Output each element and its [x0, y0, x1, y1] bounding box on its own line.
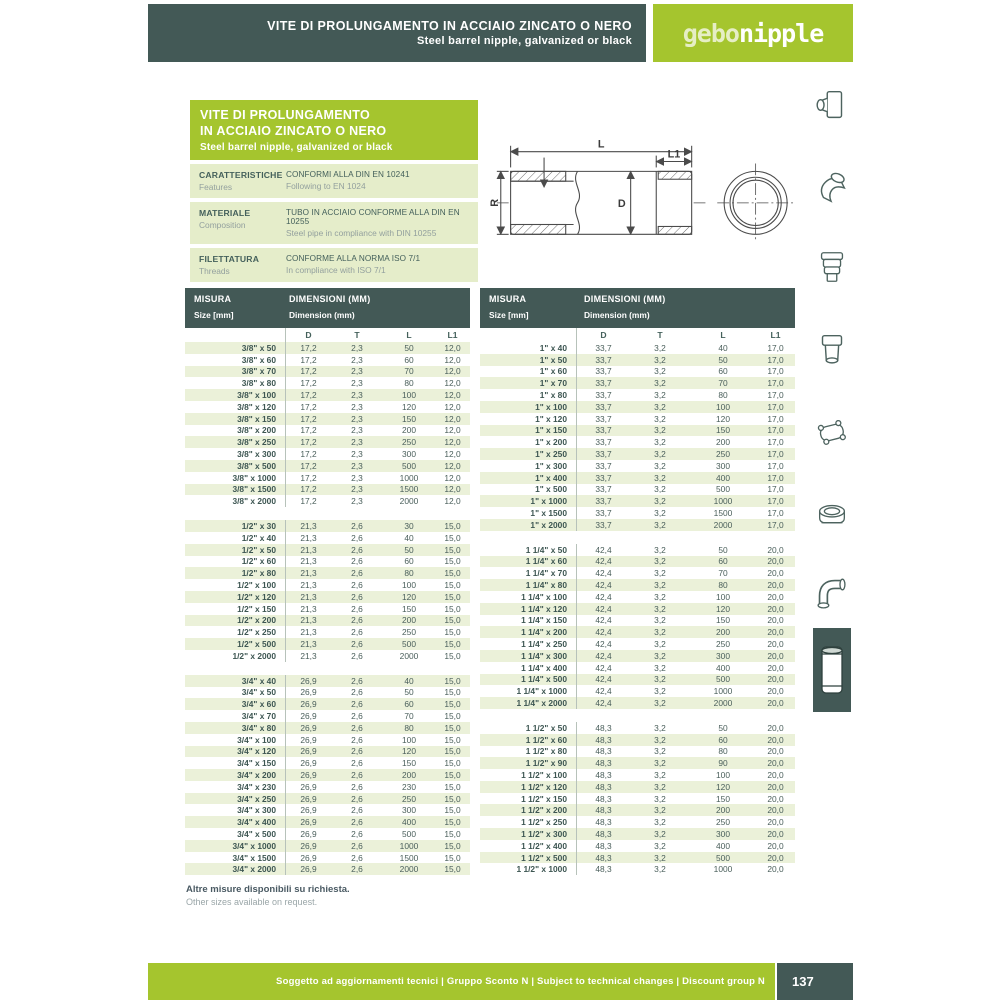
table-row: 3/4" x 1000 26,9 2,6 1000 15,0	[185, 840, 470, 852]
features-value-en: Following to EN 1024	[286, 181, 366, 192]
table-row: 3/8" x 1500 17,2 2,3 1500 12,0	[185, 484, 470, 496]
table-row: 1 1/4" x 200 42,4 3,2 200 20,0	[480, 626, 795, 638]
table-row: 3/8" x 300 17,2 2,3 300 12,0	[237, 449, 461, 460]
table-header-right	[480, 288, 795, 328]
table-row: 1 1/4" x 500 42,4 3,2 500 20,0	[480, 674, 795, 686]
threads-label-it: FILETTATURA	[199, 254, 260, 265]
table-row: 3/8" x 70 17,2 2,3 70 12,0	[185, 366, 470, 378]
dim-label-D: D	[617, 197, 626, 210]
table-row: 1 1/2" x 100 48,3 3,2 100 20,0	[521, 769, 784, 780]
threads-row	[190, 248, 478, 282]
table-row: 3/4" x 200 26,9 2,6 200 15,0	[185, 769, 470, 781]
table-row: 1/2" x 120 21,3 2,6 120 15,0	[185, 591, 470, 603]
table-row: 1/2" x 30 21,3 2,6 30 15,0	[185, 520, 470, 532]
size-header: Size [mm]	[489, 310, 529, 320]
table-row: 3/8" x 80 17,2 2,3 80 12,0	[241, 378, 461, 389]
table-row: 3/4" x 1500 26,9 2,6 1500 15,0	[232, 852, 461, 863]
repair-clamp-icon	[813, 414, 851, 452]
table-row: 1 1/2" x 400 48,3 3,2 400 20,0	[521, 840, 784, 851]
brand-logo-box	[653, 4, 853, 62]
page-title-it: VITE DI PROLUNGAMENTO IN ACCIAIO ZINCATO O NERO	[267, 19, 632, 33]
table-row: 1" x 200 33,7 3,2 200 17,0	[535, 437, 784, 448]
note-it: Altre misure disponibili su richiesta.	[186, 884, 350, 895]
table-row: 3/4" x 60 26,9 2,6 60 15,0	[185, 698, 470, 710]
table-row: 3/4" x 400 26,9 2,6 400 15,0	[185, 816, 470, 828]
col-label-d: D	[576, 328, 630, 342]
table-row: 1 1/4" x 50 42,4 3,2 50 20,0	[525, 544, 784, 555]
table-row: 3/8" x 100 17,2 2,3 100 12,0	[185, 389, 470, 401]
table-row: 1" x 100 33,7 3,2 100 17,0	[480, 401, 795, 413]
table-row: 3/4" x 230 26,9 2,6 230 15,0	[237, 781, 461, 792]
table-row: 1" x 150 33,7 3,2 150 17,0	[480, 425, 795, 437]
flange-ring-icon	[813, 497, 851, 535]
col-label-d: D	[285, 328, 331, 342]
table-row: 1 1/2" x 1000 48,3 3,2 1000 20,0	[516, 864, 784, 875]
table-row: 1 1/2" x 200 48,3 3,2 200 20,0	[480, 804, 795, 816]
table-row: 1" x 300 33,7 3,2 300 17,0	[535, 460, 784, 471]
size-header: Size [mm]	[194, 310, 234, 320]
dimension-table-left	[185, 288, 470, 875]
col-label-l: L	[720, 330, 726, 340]
tee-fitting-icon	[813, 86, 851, 124]
table-row: 1/2" x 150 21,3 2,6 150 15,0	[237, 603, 461, 614]
column-labels	[480, 328, 795, 342]
table-row: 1 1/2" x 250 48,3 3,2 250 20,0	[521, 817, 784, 828]
material-label-it: MATERIALE	[199, 208, 251, 219]
table-row: 1 1/4" x 1000 42,4 3,2 1000 20,0	[516, 686, 784, 697]
dim-label-L: L	[597, 138, 605, 151]
col-label-t: T	[354, 330, 360, 340]
table-row: 1 1/2" x 150 48,3 3,2 150 20,0	[521, 793, 784, 804]
dimensioni-header: DIMENSIONI (MM)	[289, 294, 371, 304]
page-header	[148, 4, 646, 62]
table-row: 3/4" x 2000 26,9 2,6 2000 15,0	[185, 863, 470, 875]
product-title-line1: VITE DI PROLUNGAMENTO	[200, 108, 370, 122]
table-row: 3/4" x 120 26,9 2,6 120 15,0	[185, 746, 470, 758]
barrel-nipple-icon	[817, 642, 847, 698]
product-subtitle: Steel barrel nipple, galvanized or black	[200, 142, 393, 154]
table-row: 3/8" x 120 17,2 2,3 120 12,0	[237, 401, 461, 412]
col-label-l1: L1	[447, 330, 458, 340]
table-row: 1" x 2000 33,7 3,2 2000 17,0	[480, 519, 795, 531]
table-row: 1/2" x 250 21,3 2,6 250 15,0	[237, 627, 461, 638]
socket-fitting-icon	[813, 330, 851, 368]
table-row: 3/8" x 500 17,2 2,3 500 12,0	[185, 460, 470, 472]
table-row: 1 1/4" x 70 42,4 3,2 70 20,0	[525, 568, 784, 579]
elbow-45-fitting-icon	[813, 168, 851, 206]
col-label-t: T	[657, 330, 663, 340]
table-row: 3/8" x 60 17,2 2,3 60 12,0	[241, 354, 461, 365]
material-row	[190, 202, 478, 244]
table-row: 1/2" x 2000 21,3 2,6 2000 15,0	[232, 650, 461, 661]
note-en: Other sizes available on request.	[186, 897, 318, 907]
table-row: 1 1/4" x 150 42,4 3,2 150 20,0	[521, 615, 784, 626]
dim-label-R: R	[488, 198, 501, 207]
bend-fitting-icon	[813, 575, 851, 613]
table-row: 1 1/2" x 50 48,3 3,2 50 20,0	[525, 722, 784, 733]
dimension-header: Dimension (mm)	[289, 310, 355, 320]
col-label-l: L	[406, 330, 412, 340]
table-row: 1 1/4" x 2000 42,4 3,2 2000 20,0	[480, 697, 795, 709]
union-fitting-icon	[813, 248, 851, 286]
table-row: 1 1/2" x 80 48,3 3,2 80 20,0	[525, 746, 784, 757]
table-row: 1 1/4" x 100 42,4 3,2 100 20,0	[521, 591, 784, 602]
table-row: 1/2" x 200 21,3 2,6 200 15,0	[185, 615, 470, 627]
table-row: 3/4" x 150 26,9 2,6 150 15,0	[237, 758, 461, 769]
technical-drawing	[483, 132, 798, 255]
material-value-it: TUBO IN ACCIAIO CONFORME ALLA DIN EN 10255	[286, 208, 460, 227]
table-row: 1" x 1000 33,7 3,2 1000 17,0	[480, 495, 795, 507]
table-row: 1 1/4" x 400 42,4 3,2 400 20,0	[521, 662, 784, 673]
availability-note	[186, 884, 350, 907]
table-row: 1 1/4" x 250 42,4 3,2 250 20,0	[521, 639, 784, 650]
table-row: 1" x 1500 33,7 3,2 1500 17,0	[530, 508, 784, 519]
table-row: 3/4" x 500 26,9 2,6 500 15,0	[237, 828, 461, 839]
misura-header: MISURA	[194, 294, 232, 304]
product-title-block	[190, 100, 478, 160]
table-row: 1 1/4" x 120 42,4 3,2 120 20,0	[480, 603, 795, 615]
table-row: 1" x 400 33,7 3,2 400 17,0	[480, 472, 795, 484]
features-label-en: Features	[199, 182, 233, 193]
table-row: 1" x 50 33,7 3,2 50 17,0	[480, 354, 795, 366]
table-row: 1" x 500 33,7 3,2 500 17,0	[535, 484, 784, 495]
active-product-highlight	[813, 628, 851, 712]
features-row	[190, 164, 478, 198]
table-row: 1" x 40 33,7 3,2 40 17,0	[539, 342, 784, 353]
misura-header: MISURA	[489, 294, 527, 304]
table-row: 1" x 70 33,7 3,2 70 17,0	[480, 377, 795, 389]
threads-value-en: In compliance with ISO 7/1	[286, 265, 386, 276]
column-labels	[185, 328, 470, 342]
table-row: 1 1/2" x 300 48,3 3,2 300 20,0	[480, 828, 795, 840]
table-header-left	[185, 288, 470, 328]
table-row: 3/4" x 70 26,9 2,6 70 15,0	[241, 711, 461, 721]
table-row: 3/8" x 1000 17,2 2,3 1000 12,0	[232, 472, 461, 483]
page-number-box	[777, 963, 853, 1000]
table-row: 3/8" x 150 17,2 2,3 150 12,0	[185, 413, 470, 425]
table-row: 3/4" x 250 26,9 2,6 250 15,0	[185, 793, 470, 805]
table-row: 1/2" x 80 21,3 2,6 80 15,0	[185, 567, 470, 579]
table-row: 3/8" x 50 17,2 2,3 50 12,0	[185, 342, 470, 354]
table-row: 1 1/2" x 120 48,3 3,2 120 20,0	[480, 781, 795, 793]
table-row: 1/2" x 40 21,3 2,6 40 15,0	[241, 532, 461, 543]
table-row: 1/2" x 100 21,3 2,6 100 15,0	[237, 580, 461, 591]
footer-text: Soggetto ad aggiornamenti tecnici | Gruppo Sconto N | Subject to technical changes | Discount group N	[276, 976, 765, 987]
table-row: 1/2" x 500 21,3 2,6 500 15,0	[185, 638, 470, 650]
table-row: 1 1/4" x 300 42,4 3,2 300 20,0	[480, 650, 795, 662]
table-row: 1 1/4" x 80 42,4 3,2 80 20,0	[480, 579, 795, 591]
table-row: 3/4" x 300 26,9 2,6 300 15,0	[237, 805, 461, 816]
material-label-en: Composition	[199, 220, 246, 231]
table-row: 1" x 250 33,7 3,2 250 17,0	[480, 448, 795, 460]
table-row: 3/4" x 100 26,9 2,6 100 15,0	[237, 734, 461, 745]
features-label-it: CARATTERISTICHE	[199, 170, 283, 181]
dimensioni-header: DIMENSIONI (MM)	[584, 294, 666, 304]
dimension-table-right	[480, 288, 795, 875]
table-row: 3/4" x 50 26,9 2,6 50 15,0	[241, 687, 461, 698]
page-title-en: Steel barrel nipple, galvanized or black	[417, 35, 632, 47]
table-row: 1 1/2" x 60 48,3 3,2 60 20,0	[480, 734, 795, 746]
table-row: 3/8" x 2000 17,2 2,3 2000 12,0	[232, 496, 461, 507]
table-row: 1/2" x 50 21,3 2,6 50 15,0	[185, 544, 470, 556]
features-value-it: CONFORMI ALLA DIN EN 10241	[286, 170, 410, 180]
table-row: 3/4" x 80 26,9 2,6 80 15,0	[185, 722, 470, 734]
dimension-header: Dimension (mm)	[584, 310, 650, 320]
table-row: 1" x 80 33,7 3,2 80 17,0	[539, 390, 784, 401]
material-value-en: Steel pipe in compliance with DIN 10255	[286, 228, 437, 239]
threads-value-it: CONFORME ALLA NORMA ISO 7/1	[286, 254, 421, 264]
table-row: 1 1/2" x 500 48,3 3,2 500 20,0	[480, 852, 795, 864]
table-row: 3/8" x 250 17,2 2,3 250 12,0	[185, 436, 470, 448]
table-row: 1 1/4" x 60 42,4 3,2 60 20,0	[480, 556, 795, 568]
table-row: 1/2" x 60 21,3 2,6 60 15,0	[241, 556, 461, 567]
table-row: 3/8" x 200 17,2 2,3 200 12,0	[237, 425, 461, 436]
table-row: 1" x 60 33,7 3,2 60 17,0	[539, 366, 784, 377]
footer-bar	[148, 963, 775, 1000]
product-info-panel	[190, 100, 478, 282]
threads-label-en: Threads	[199, 266, 230, 277]
page-number: 137	[792, 974, 814, 989]
col-label-l1: L1	[770, 330, 781, 340]
dim-label-L1: L1	[667, 148, 681, 161]
gebonipple-logo: gebonipple	[682, 18, 824, 48]
table-row: 1 1/2" x 90 48,3 3,2 90 20,0	[480, 757, 795, 769]
product-title-line2: IN ACCIAIO ZINCATO O NERO	[200, 123, 387, 138]
table-row: 1" x 120 33,7 3,2 120 17,0	[535, 413, 784, 424]
table-row: 3/4" x 40 26,9 2,6 40 15,0	[185, 675, 470, 687]
